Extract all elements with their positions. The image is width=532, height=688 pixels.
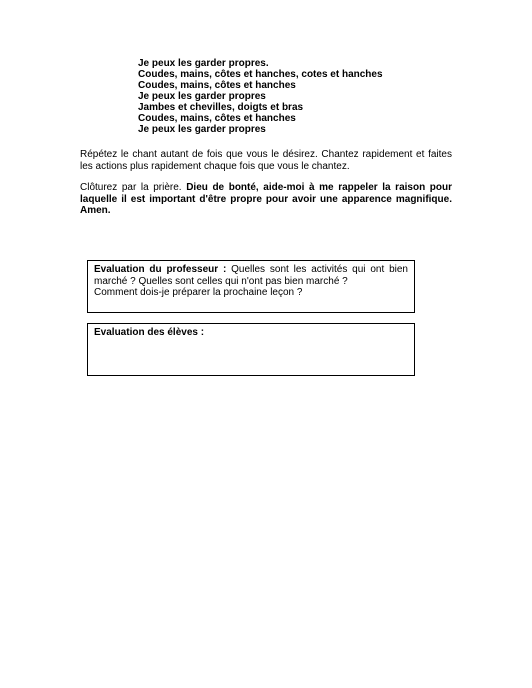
closing-prayer-paragraph xyxy=(80,182,452,217)
closing-lead-text: Clôturez par la prière. xyxy=(80,182,182,193)
teacher-evaluation-text xyxy=(94,264,408,287)
prayer-text: Dieu de bonté, aide-moi à me rappeler la raison pour laquelle il est important d'être propre pour avoir une apparence magnifique. Amen. xyxy=(80,182,452,216)
song-line: Je peux les garder propres xyxy=(138,91,266,102)
teacher-evaluation-next-lesson: Comment dois-je préparer la prochaine leçon ? xyxy=(94,287,303,298)
song-line: Jambes et chevilles, doigts et bras xyxy=(138,102,304,113)
student-evaluation-label: Evaluation des élèves : xyxy=(94,327,205,338)
teacher-evaluation-questions: Quelles sont les activités qui ont bien marché ? Quelles sont celles qui n'ont pas bien marché ? xyxy=(94,264,408,287)
teacher-evaluation-box xyxy=(87,260,415,313)
song-line: Coudes, mains, côtes et hanches xyxy=(138,113,296,124)
song-line: Je peux les garder propres. xyxy=(138,58,269,69)
song-line: Je peux les garder propres xyxy=(138,124,266,135)
song-line: Coudes, mains, côtes et hanches, cotes et hanches xyxy=(138,69,383,80)
instructions-paragraph: Répétez le chant autant de fois que vous le désirez. Chantez rapidement et faites les actions plus rapidement chaque fois que vous le chantez. xyxy=(80,149,452,172)
student-evaluation-box xyxy=(87,323,415,376)
song-line: Coudes, mains, côtes et hanches xyxy=(138,80,296,91)
song-lyrics xyxy=(138,58,438,135)
teacher-evaluation-label: Evaluation du professeur : xyxy=(94,264,227,275)
